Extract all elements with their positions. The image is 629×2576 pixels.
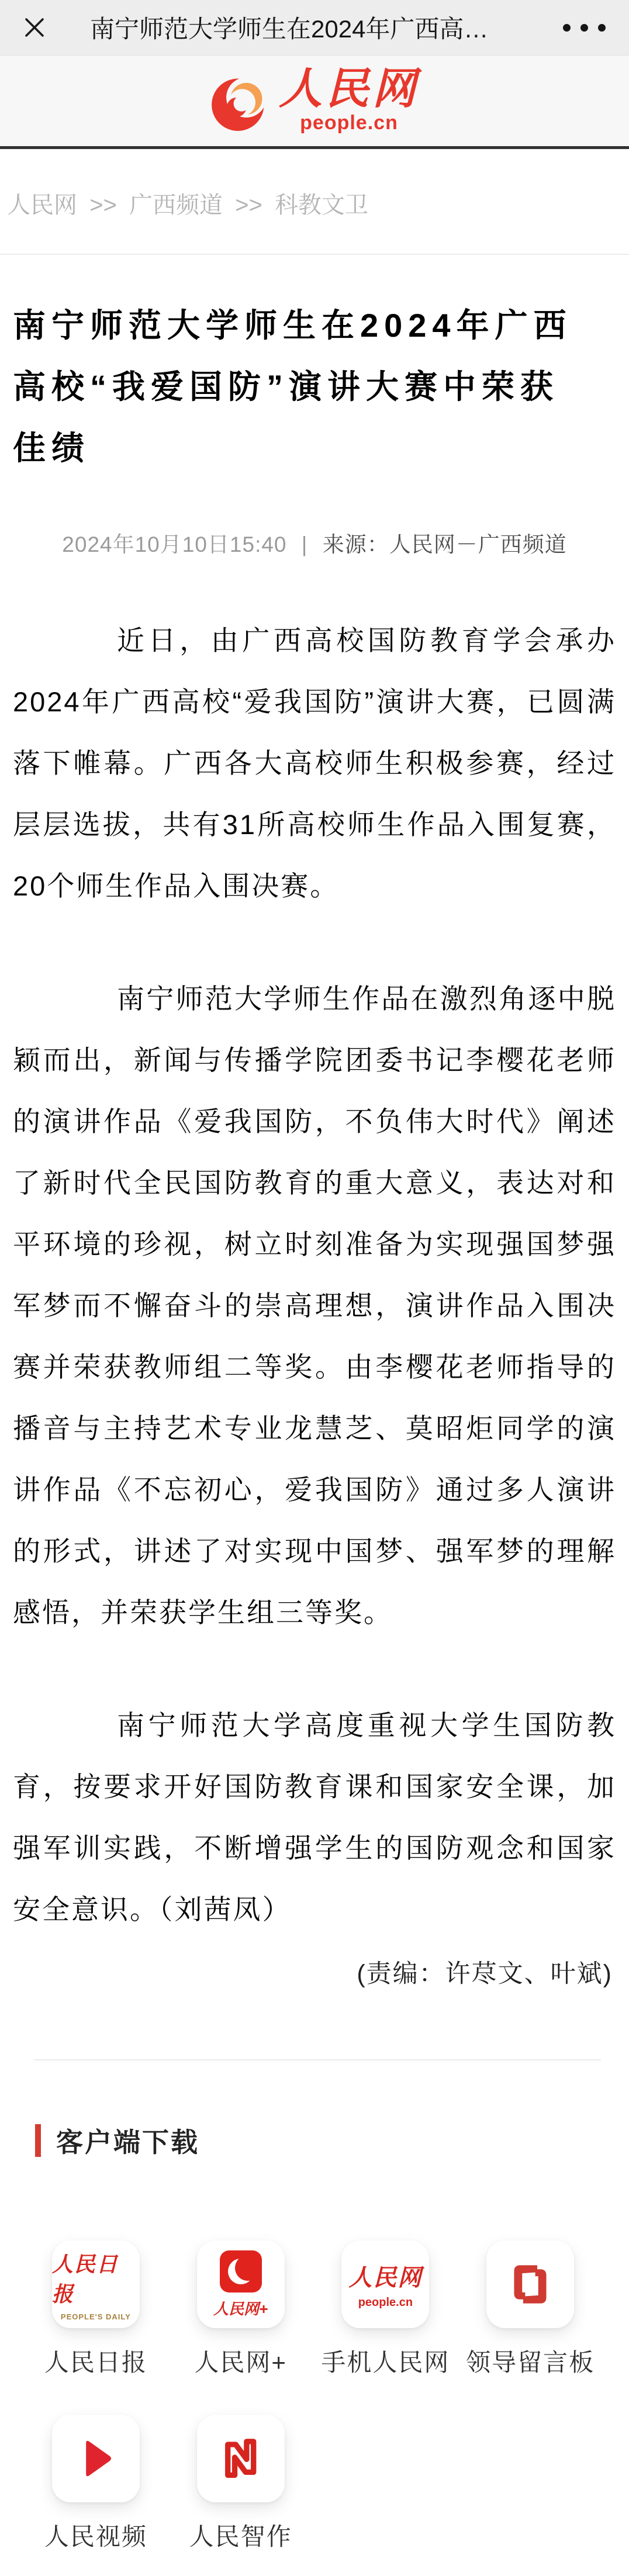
zhizuo-n-glyph-icon (214, 2432, 268, 2485)
article-title-line: 高校“我爱国防”演讲大赛中荣获 (13, 368, 559, 405)
people-zhizuo-app-icon (197, 2415, 285, 2502)
page-title: 南宁师范大学师生在2024年广西高… (90, 15, 489, 43)
breadcrumb-separator: >> (235, 192, 262, 218)
download-section-title: 客户端下载 (56, 2127, 199, 2157)
leader-board-glyph-icon (505, 2259, 555, 2309)
article (0, 295, 629, 1991)
people-video-app-icon (52, 2415, 140, 2502)
peoplecn-plus-tile-icon (220, 2250, 262, 2293)
close-icon[interactable] (21, 14, 48, 41)
source-label: 来源： (322, 533, 389, 556)
dateline-separator: | (301, 533, 308, 556)
app-item-peoples-daily[interactable] (23, 2240, 168, 2378)
breadcrumb-channel[interactable]: 广西频道 (129, 192, 223, 218)
peoples-daily-wordmark: 人民日报 (51, 2252, 119, 2306)
article-title (13, 295, 616, 479)
article-paragraph: 近日，由广西高校国防教育学会承办2024年广西高校“爱我国防”演讲大赛，已圆满落下帷幕。广西各大高校师生积极参赛，经过层层选拔，共有31所高校师生作品入围复赛，20个师生作品入围决赛。 (13, 625, 616, 901)
breadcrumb (0, 149, 629, 255)
article-paragraph: 南宁师范大学师生作品在激烈角逐中脱颖而出，新闻与传播学院团委书记李樱花老师的演讲作品《爱我国防，不负伟大时代》阐述了新时代全民国防教育的重大意义，表达对和平环境的珍视，树立时刻准备为实现强国梦强军梦而不懈奋斗的崇高理想，演讲作品入围决赛并荣获教师组二等奖。由李樱花老师指导的播音与主持艺术专业龙慧芝、莫昭炬同学的演讲作品《不忘初心，爱我国防》通过多人演讲的形式，讲述了对实现中国梦、强军梦的理解感悟，并荣获学生组三等奖。 (13, 983, 616, 1628)
red-accent-bar (35, 2124, 41, 2157)
peoplecn-logo[interactable] (210, 64, 419, 136)
app-item-mobile-peoplecn[interactable] (313, 2240, 458, 2378)
more-menu-icon[interactable] (561, 18, 608, 37)
peoplecn-wordmark: 人民网 (348, 2265, 423, 2291)
download-section-header (35, 2121, 629, 2160)
app-item-people-zhizuo[interactable] (168, 2415, 313, 2553)
app-label: 手机人民网 (321, 2349, 450, 2376)
app-label: 人民日报 (44, 2349, 147, 2376)
article-title-line: 佳绩 (13, 430, 90, 466)
logo-domain: people.cn (300, 112, 398, 134)
peoples-daily-app-icon (52, 2240, 140, 2328)
section-divider (34, 2059, 601, 2060)
publish-date: 2024年10月10日15:40 (62, 533, 287, 556)
app-item-people-video[interactable] (23, 2415, 168, 2553)
mobile-peoplecn-app-icon (341, 2240, 429, 2328)
article-dateline (13, 527, 616, 558)
leader-message-board-app-icon (486, 2240, 574, 2328)
article-paragraph: 南宁师范大学高度重视大学生国防教育，按要求开好国防教育课和国家安全课，加强军训实践，不断增强学生的国防观念和国家安全意识。（刘茜凤） (13, 1710, 616, 1925)
app-item-leader-message-board[interactable] (458, 2240, 603, 2378)
close-x-glyph (22, 15, 47, 40)
breadcrumb-separator: >> (89, 192, 117, 218)
peoplecn-swoosh-icon (210, 67, 271, 136)
peoplecn-plus-app-icon (197, 2240, 285, 2328)
app-label: 人民智作 (189, 2523, 292, 2550)
site-header (0, 56, 629, 149)
breadcrumb-home[interactable]: 人民网 (7, 192, 77, 218)
apps-grid (23, 2240, 603, 2553)
app-label: 人民视频 (44, 2523, 147, 2550)
app-label: 人民网+ (194, 2349, 287, 2376)
logo-wordmark: 人民网 (279, 64, 419, 113)
peoplecn-domain: people.cn (358, 2296, 413, 2309)
editor-byline: (责编：许荩文、叶斌) (357, 1960, 613, 1988)
app-item-peoplecn-plus[interactable] (168, 2240, 313, 2378)
titlebar (0, 0, 629, 56)
bottom-spacer (0, 2553, 629, 2576)
play-triangle-icon (71, 2434, 120, 2483)
peoples-daily-subtitle: PEOPLE'S DAILY (60, 2312, 131, 2321)
breadcrumb-category[interactable]: 科教文卫 (274, 192, 368, 218)
source-name: 人民网－广西频道 (389, 533, 567, 556)
article-title-line: 南宁师范大学师生在2024年广西 (13, 307, 572, 344)
app-label: 领导留言板 (466, 2349, 595, 2376)
peoplecn-plus-wordmark: 人民网+ (213, 2300, 268, 2318)
